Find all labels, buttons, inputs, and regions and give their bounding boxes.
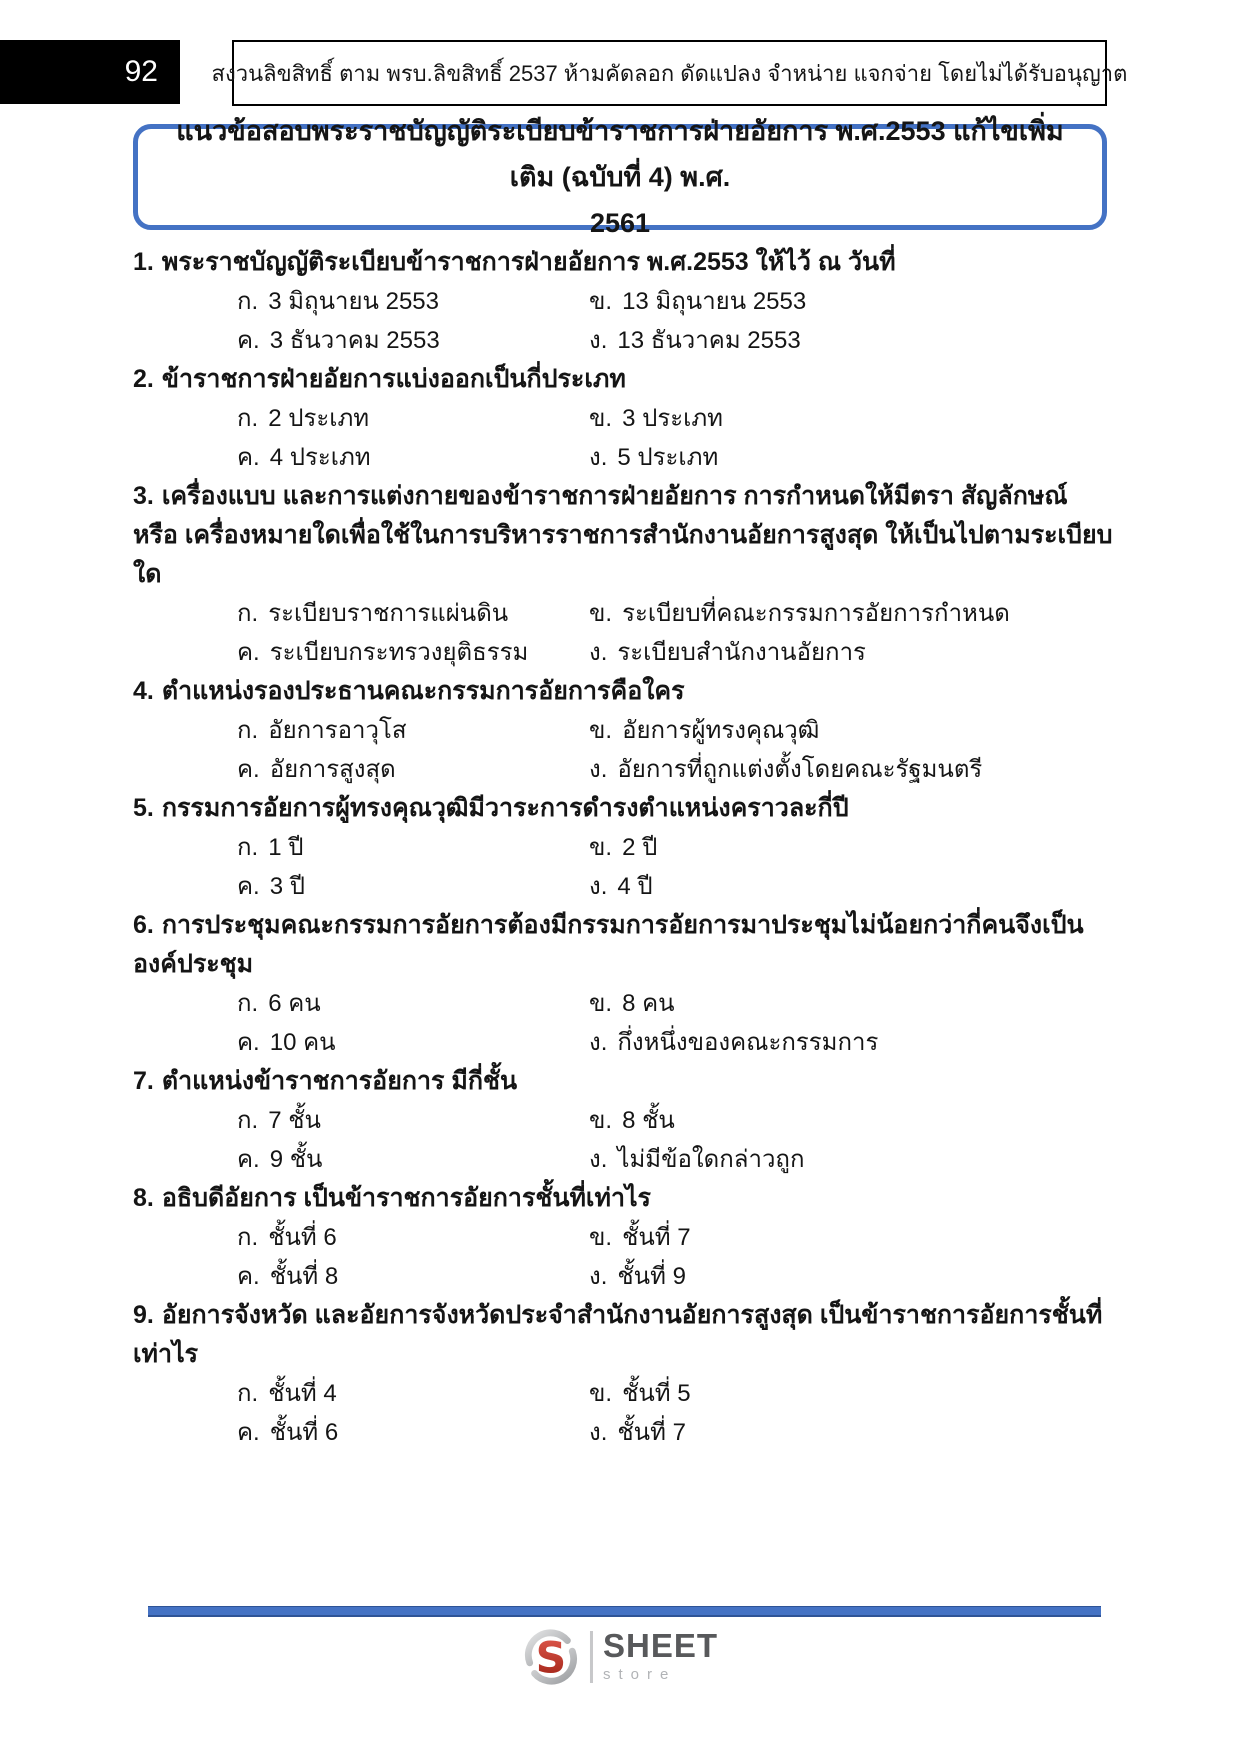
option-label: ค.	[237, 444, 260, 471]
sheet-store-logo	[522, 1628, 718, 1686]
question-text: 8. อธิบดีอัยการ เป็นข้าราชการอัยการชั้นที่เท่าไร	[133, 1179, 1113, 1218]
option: ง. กึ่งหนึ่งของคณะกรรมการ	[589, 1023, 1113, 1062]
question-item	[133, 243, 1113, 360]
option-label: ง.	[589, 873, 608, 900]
option-label: ก.	[237, 600, 259, 627]
question-text: 7. ตำแหน่งข้าราชการอัยการ มีกี่ชั้น	[133, 1062, 1113, 1101]
option: ก. 3 มิถุนายน 2553	[237, 282, 589, 321]
options-grid	[133, 711, 1113, 789]
option: ง. ไม่มีข้อใดกล่าวถูก	[589, 1140, 1113, 1179]
question-item	[133, 360, 1113, 477]
question-item	[133, 1062, 1113, 1179]
option: ก. ชั้นที่ 6	[237, 1218, 589, 1257]
question-text: 5. กรรมการอัยการผู้ทรงคุณวุฒิมีวาระการดำรงตำแหน่งคราวละกี่ปี	[133, 789, 1113, 828]
question-text: 4. ตำแหน่งรองประธานคณะกรรมการอัยการคือใคร	[133, 672, 1113, 711]
option: ค. 4 ประเภท	[237, 438, 589, 477]
option: ข. 13 มิถุนายน 2553	[589, 282, 1113, 321]
question-text: 3. เครื่องแบบ และการแต่งกายของข้าราชการฝ่ายอัยการ การกำหนดให้มีตรา สัญลักษณ์ หรือ เครื่องหมายใดเพื่อใช้ในการบริหารราชการสำนักงานอัยการสูงสุด ให้เป็นไปตามระเบียบใด	[133, 477, 1113, 594]
question-number: 6.	[133, 911, 154, 939]
question-text: 9. อัยการจังหวัด และอัยการจังหวัดประจำสำนักงานอัยการสูงสุด เป็นข้าราชการอัยการชั้นที่เท่าไร	[133, 1296, 1113, 1374]
option: ค. 9 ชั้น	[237, 1140, 589, 1179]
question-list	[133, 243, 1113, 1452]
option: ก. 2 ประเภท	[237, 399, 589, 438]
option: ง. ชั้นที่ 7	[589, 1413, 1113, 1452]
option-label: ข.	[589, 1224, 613, 1251]
question-item	[133, 906, 1113, 1062]
option: ค. 10 คน	[237, 1023, 589, 1062]
option-label: ง.	[589, 1029, 608, 1056]
option: ข. ชั้นที่ 7	[589, 1218, 1113, 1257]
option-label: ก.	[237, 834, 259, 861]
question-text: 2. ข้าราชการฝ่ายอัยการแบ่งออกเป็นกี่ประเภท	[133, 360, 1113, 399]
question-number: 3.	[133, 482, 154, 510]
logo-brand: SHEET	[602, 1626, 719, 1664]
option-label: ง.	[589, 1263, 608, 1290]
option: ค. อัยการสูงสุด	[237, 750, 589, 789]
copyright-box	[211, 40, 1128, 106]
option: ง. 5 ประเภท	[589, 438, 1113, 477]
option-label: ข.	[589, 288, 613, 315]
option-label: ข.	[589, 1107, 613, 1134]
question-item	[133, 1179, 1113, 1296]
question-number: 1.	[133, 248, 154, 276]
question-number: 9.	[133, 1301, 154, 1329]
question-number: 7.	[133, 1067, 154, 1095]
question-item	[133, 1296, 1113, 1452]
option-label: ก.	[237, 288, 259, 315]
option: ก. 7 ชั้น	[237, 1101, 589, 1140]
options-grid	[133, 594, 1113, 672]
option-label: ง.	[589, 1146, 608, 1173]
options-grid	[133, 828, 1113, 906]
option: ข. 8 คน	[589, 984, 1113, 1023]
option: ข. ระเบียบที่คณะกรรมการอัยการกำหนด	[589, 594, 1113, 633]
option-label: ค.	[237, 756, 260, 783]
option-label: ก.	[237, 1107, 259, 1134]
option-label: ค.	[237, 1419, 260, 1446]
option-label: ง.	[589, 756, 608, 783]
s-swoosh-icon	[522, 1628, 580, 1686]
option: ก. อัยการอาวุโส	[237, 711, 589, 750]
question-number: 4.	[133, 677, 154, 705]
question-number: 5.	[133, 794, 154, 822]
question-number: 2.	[133, 365, 154, 393]
option-label: ก.	[237, 717, 259, 744]
option: ข. 3 ประเภท	[589, 399, 1113, 438]
options-grid	[133, 1374, 1113, 1452]
option: ง. ชั้นที่ 9	[589, 1257, 1113, 1296]
question-item	[133, 477, 1113, 672]
options-grid	[133, 399, 1113, 477]
option-label: ค.	[237, 873, 260, 900]
logo-divider	[590, 1631, 593, 1683]
option-label: ก.	[237, 1224, 259, 1251]
option: ก. ชั้นที่ 4	[237, 1374, 589, 1413]
exam-title-box	[133, 116, 1107, 238]
option-label: ค.	[237, 639, 260, 666]
option: ก. 6 คน	[237, 984, 589, 1023]
option: ค. ชั้นที่ 8	[237, 1257, 589, 1296]
option-label: ง.	[589, 639, 608, 666]
option-label: ข.	[589, 834, 613, 861]
exam-title-line1: แนวข้อสอบพระราชบัญญัติระเบียบข้าราชการฝ่ายอัยการ พ.ศ.2553 แก้ไขเพิ่มเติม (ฉบับที่ 4) พ.ศ.	[176, 116, 1064, 192]
option: ค. 3 ปี	[237, 867, 589, 906]
option: ง. 4 ปี	[589, 867, 1113, 906]
option: ง. 13 ธันวาคม 2553	[589, 321, 1113, 360]
options-grid	[133, 282, 1113, 360]
page-number-box	[0, 40, 180, 104]
option: ข. 8 ชั้น	[589, 1101, 1113, 1140]
option-label: ข.	[589, 600, 613, 627]
option: ข. ชั้นที่ 5	[589, 1374, 1113, 1413]
option: ง. ระเบียบสำนักงานอัยการ	[589, 633, 1113, 672]
options-grid	[133, 984, 1113, 1062]
question-text: 6. การประชุมคณะกรรมการอัยการต้องมีกรรมการอัยการมาประชุมไม่น้อยกว่ากี่คนจึงเป็นองค์ประชุม	[133, 906, 1113, 984]
option-label: ง.	[589, 444, 608, 471]
option-label: ค.	[237, 1146, 260, 1173]
question-item	[133, 672, 1113, 789]
svg-text:S: S	[535, 1634, 567, 1684]
option-label: ก.	[237, 990, 259, 1017]
options-grid	[133, 1218, 1113, 1296]
options-grid	[133, 1101, 1113, 1179]
option-label: ข.	[589, 405, 613, 432]
question-item	[133, 789, 1113, 906]
option: ง. อัยการที่ถูกแต่งตั้งโดยคณะรัฐมนตรี	[589, 750, 1113, 789]
option: ก. ระเบียบราชการแผ่นดิน	[237, 594, 589, 633]
option-label: ง.	[589, 327, 608, 354]
option: ข. 2 ปี	[589, 828, 1113, 867]
copyright-text: สงวนลิขสิทธิ์ ตาม พรบ.ลิขสิทธิ์ 2537 ห้ามคัดลอก ดัดแปลง จำหน่าย แจกจ่าย โดยไม่ได้รับอนุญาต	[211, 60, 1128, 86]
option: ค. 3 ธันวาคม 2553	[237, 321, 589, 360]
option: ค. ระเบียบกระทรวงยุติธรรม	[237, 633, 589, 672]
option-label: ข.	[589, 1380, 613, 1407]
option-label: ก.	[237, 1380, 259, 1407]
option-label: ค.	[237, 1029, 260, 1056]
option-label: ข.	[589, 990, 613, 1017]
option-label: ค.	[237, 1263, 260, 1290]
footer-divider	[148, 1606, 1101, 1617]
option: ข. อัยการผู้ทรงคุณวุฒิ	[589, 711, 1113, 750]
question-number: 8.	[133, 1184, 154, 1212]
question-text: 1. พระราชบัญญัติระเบียบข้าราชการฝ่ายอัยการ พ.ศ.2553 ให้ไว้ ณ วันที่	[133, 243, 1113, 282]
logo-sub: store	[602, 1665, 677, 1683]
logo-text-block	[602, 1626, 719, 1685]
option: ก. 1 ปี	[237, 828, 589, 867]
option-label: ค.	[237, 327, 260, 354]
page-number: 92	[124, 55, 158, 88]
option: ค. ชั้นที่ 6	[237, 1413, 589, 1452]
option-label: ก.	[237, 405, 259, 432]
option-label: ง.	[589, 1419, 608, 1446]
exam-title-line2: 2561	[589, 208, 651, 238]
option-label: ข.	[589, 717, 613, 744]
